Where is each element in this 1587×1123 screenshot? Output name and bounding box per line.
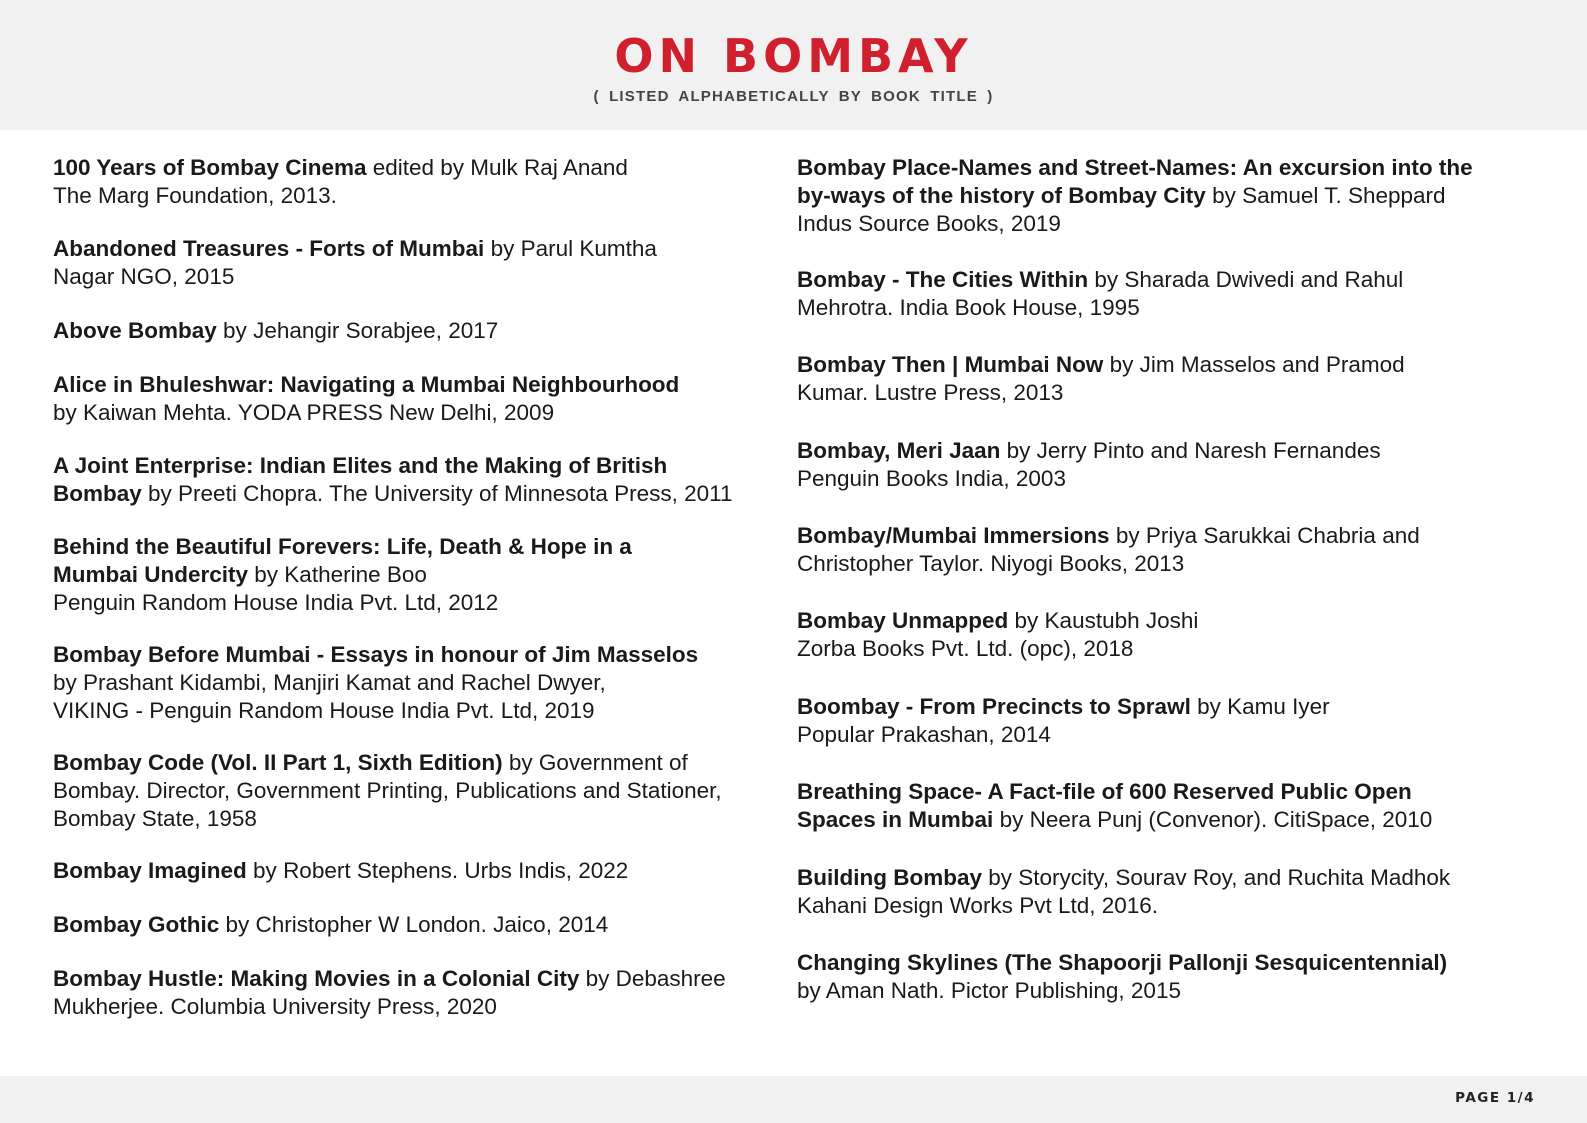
book-details: Kumar. Lustre Press, 2013 bbox=[797, 380, 1064, 405]
page-number: PAGE 1/4 bbox=[1455, 1090, 1535, 1106]
entry-line bbox=[53, 263, 657, 291]
book-details: Indus Source Books, 2019 bbox=[797, 211, 1061, 236]
book-title: Bombay Imagined bbox=[53, 858, 247, 883]
entry-line bbox=[797, 977, 1447, 1005]
entry-line bbox=[53, 641, 698, 669]
entry-line bbox=[53, 777, 722, 805]
book-title: Above Bombay bbox=[53, 318, 217, 343]
entry-line bbox=[53, 697, 698, 725]
entry-line bbox=[797, 379, 1405, 407]
book-title: Boombay - From Precincts to Sprawl bbox=[797, 694, 1191, 719]
book-details: by Preeti Chopra. The University of Minnesota Press, 2011 bbox=[141, 481, 733, 506]
book-details: by Jim Masselos and Pramod bbox=[1103, 352, 1405, 377]
book-details: by Government of bbox=[502, 750, 688, 775]
entry-line bbox=[797, 721, 1330, 749]
book-title: Bombay Place-Names and Street-Names: An excursion into the bbox=[797, 155, 1473, 180]
book-details: by Jehangir Sorabjee, 2017 bbox=[216, 318, 499, 343]
book-details: edited by Mulk Raj Anand bbox=[366, 155, 628, 180]
book-title: Alice in Bhuleshwar: Navigating a Mumbai Neighbourhood bbox=[53, 372, 680, 397]
book-details: Penguin Books India, 2003 bbox=[797, 466, 1066, 491]
book-details: Christopher Taylor. Niyogi Books, 2013 bbox=[797, 551, 1185, 576]
page-title: ON BOMBAY bbox=[614, 29, 973, 83]
entry-line bbox=[797, 465, 1381, 493]
entry-line bbox=[797, 154, 1473, 182]
entry-line bbox=[797, 182, 1473, 210]
book-title: Bombay Hustle: Making Movies in a Colonial City bbox=[53, 966, 580, 991]
book-entry bbox=[797, 351, 1405, 407]
book-details: by Aman Nath. Pictor Publishing, 2015 bbox=[797, 978, 1181, 1003]
entry-line bbox=[53, 561, 632, 589]
book-details: by Christopher W London. Jaico, 2014 bbox=[219, 912, 609, 937]
entry-line bbox=[53, 993, 726, 1021]
entry-line bbox=[797, 437, 1381, 465]
book-entry bbox=[53, 235, 657, 291]
book-details: by Kamu Iyer bbox=[1190, 694, 1330, 719]
entry-line bbox=[797, 635, 1198, 663]
book-details: Mukherjee. Columbia University Press, 2020 bbox=[53, 994, 497, 1019]
book-details: Kahani Design Works Pvt Ltd, 2016. bbox=[797, 893, 1159, 918]
book-title: Bombay, Meri Jaan bbox=[797, 438, 1001, 463]
book-entry bbox=[53, 452, 732, 508]
book-title: A Joint Enterprise: Indian Elites and the Making of British bbox=[53, 453, 668, 478]
entry-line bbox=[797, 294, 1403, 322]
entry-line bbox=[797, 949, 1447, 977]
entry-line bbox=[53, 235, 657, 263]
book-title: Bombay Then | Mumbai Now bbox=[797, 352, 1104, 377]
book-details: by Prashant Kidambi, Manjiri Kamat and Rachel Dwyer, bbox=[53, 670, 606, 695]
entry-line bbox=[797, 550, 1420, 578]
entry-line bbox=[53, 749, 722, 777]
entry-line bbox=[797, 778, 1432, 806]
book-details: Bombay. Director, Government Printing, Publications and Stationer, bbox=[53, 778, 722, 803]
book-entry bbox=[53, 911, 608, 939]
book-details: by Priya Sarukkai Chabria and bbox=[1109, 523, 1420, 548]
book-entry bbox=[797, 522, 1420, 578]
book-entry bbox=[53, 317, 498, 345]
entry-line bbox=[53, 533, 632, 561]
entry-line bbox=[797, 607, 1198, 635]
book-details: by Kaustubh Joshi bbox=[1008, 608, 1199, 633]
book-details: by Jerry Pinto and Naresh Fernandes bbox=[1000, 438, 1381, 463]
book-title: Bombay Code (Vol. II Part 1, Sixth Edition) bbox=[53, 750, 503, 775]
book-title: Behind the Beautiful Forevers: Life, Death & Hope in a bbox=[53, 534, 632, 559]
book-entry bbox=[797, 607, 1198, 663]
book-title: Bombay Before Mumbai - Essays in honour of Jim Masselos bbox=[53, 642, 699, 667]
book-details: Popular Prakashan, 2014 bbox=[797, 722, 1051, 747]
book-details: Nagar NGO, 2015 bbox=[53, 264, 235, 289]
entry-line bbox=[53, 669, 698, 697]
book-title: Building Bombay bbox=[797, 865, 982, 890]
book-details: The Marg Foundation, 2013. bbox=[53, 183, 337, 208]
book-title: Mumbai Undercity bbox=[53, 562, 249, 587]
page-header bbox=[0, 0, 1587, 130]
entry-line bbox=[53, 480, 732, 508]
entry-line bbox=[53, 399, 679, 427]
book-details: Penguin Random House India Pvt. Ltd, 2012 bbox=[53, 590, 499, 615]
book-details: Mehrotra. India Book House, 1995 bbox=[797, 295, 1140, 320]
entry-line bbox=[797, 806, 1432, 834]
book-details: Zorba Books Pvt. Ltd. (opc), 2018 bbox=[797, 636, 1134, 661]
book-entry bbox=[53, 641, 698, 725]
book-details: Bombay State, 1958 bbox=[53, 806, 257, 831]
entry-line bbox=[53, 154, 628, 182]
book-details: VIKING - Penguin Random House India Pvt. Ltd, 2019 bbox=[53, 698, 595, 723]
book-entry bbox=[53, 965, 726, 1021]
book-entry bbox=[53, 533, 632, 617]
entry-line bbox=[53, 805, 722, 833]
entry-line bbox=[797, 266, 1403, 294]
entry-line bbox=[797, 892, 1450, 920]
book-title: Abandoned Treasures - Forts of Mumbai bbox=[53, 236, 485, 261]
book-entry bbox=[797, 266, 1403, 322]
book-details: by Sharada Dwivedi and Rahul bbox=[1088, 267, 1404, 292]
book-title: Bombay - The Cities Within bbox=[797, 267, 1089, 292]
book-details: by Kaiwan Mehta. YODA PRESS New Delhi, 2009 bbox=[53, 400, 555, 425]
entry-line bbox=[53, 965, 726, 993]
book-title: Bombay/Mumbai Immersions bbox=[797, 523, 1110, 548]
book-title: Bombay Unmapped bbox=[797, 608, 1009, 633]
book-title: 100 Years of Bombay Cinema bbox=[53, 155, 367, 180]
book-title: Spaces in Mumbai bbox=[797, 807, 994, 832]
book-details: by Katherine Boo bbox=[248, 562, 427, 587]
entry-line bbox=[53, 182, 628, 210]
entry-line bbox=[797, 210, 1473, 238]
book-title: by-ways of the history of Bombay City bbox=[797, 183, 1206, 208]
book-details: by Debashree bbox=[579, 966, 726, 991]
book-entry bbox=[53, 154, 628, 210]
book-entry bbox=[797, 437, 1381, 493]
entry-line bbox=[53, 452, 732, 480]
book-title: Changing Skylines (The Shapoorji Pallonji Sesquicentennial) bbox=[797, 950, 1448, 975]
book-details: by Neera Punj (Convenor). CitiSpace, 2010 bbox=[993, 807, 1433, 832]
page-footer bbox=[0, 1076, 1587, 1123]
book-entry bbox=[53, 857, 628, 885]
book-details: by Parul Kumtha bbox=[484, 236, 657, 261]
book-entry bbox=[797, 949, 1447, 1005]
entry-line bbox=[53, 857, 628, 885]
book-details: by Robert Stephens. Urbs Indis, 2022 bbox=[246, 858, 629, 883]
book-details: by Storycity, Sourav Roy, and Ruchita Madhok bbox=[982, 865, 1451, 890]
entry-line bbox=[797, 864, 1450, 892]
book-entry bbox=[797, 154, 1473, 238]
book-entry bbox=[797, 778, 1432, 834]
book-entry bbox=[53, 371, 679, 427]
book-entry bbox=[797, 693, 1330, 749]
entry-line bbox=[797, 693, 1330, 721]
book-details: by Samuel T. Sheppard bbox=[1205, 183, 1446, 208]
book-title: Bombay Gothic bbox=[53, 912, 220, 937]
entry-line bbox=[53, 371, 679, 399]
entry-line bbox=[53, 911, 608, 939]
page-subtitle: ( LISTED ALPHABETICALLY BY BOOK TITLE ) bbox=[593, 88, 994, 105]
book-title: Breathing Space- A Fact-file of 600 Reserved Public Open bbox=[797, 779, 1412, 804]
book-entry bbox=[797, 864, 1450, 920]
entry-line bbox=[53, 317, 498, 345]
book-title: Bombay bbox=[53, 481, 142, 506]
entry-line bbox=[53, 589, 632, 617]
book-entry bbox=[53, 749, 722, 833]
entry-line bbox=[797, 522, 1420, 550]
entry-line bbox=[797, 351, 1405, 379]
